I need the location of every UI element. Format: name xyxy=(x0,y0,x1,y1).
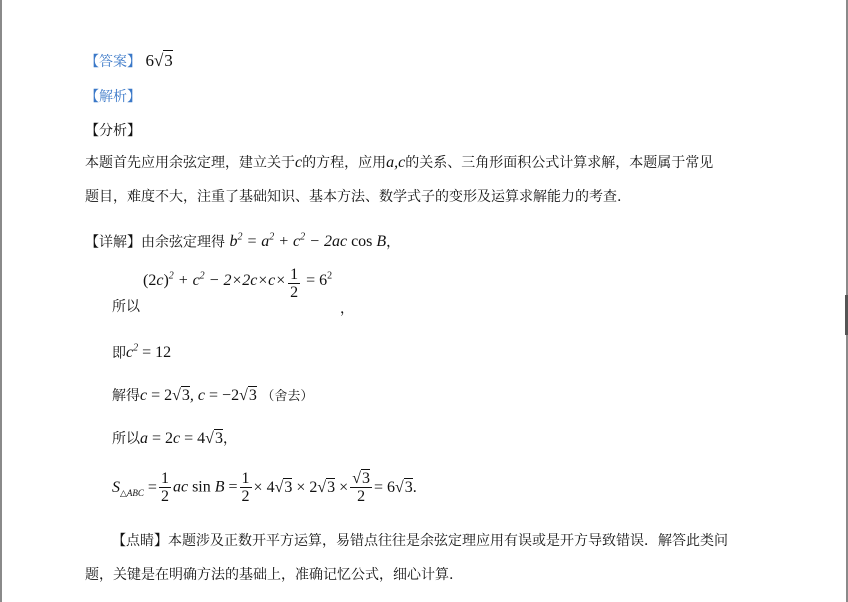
step4-suffix: ， xyxy=(222,431,237,447)
analysis-label: 【解析】 xyxy=(85,89,141,105)
step4-prefix: 所以 xyxy=(112,431,140,447)
step1-prefix: 所以 xyxy=(112,299,140,315)
dianjing-label: 【点睛】 xyxy=(112,533,168,549)
fenxi-text-a: 本题首先应用余弦定理，建立关于 xyxy=(85,155,295,171)
dianjing-line-2: 题，关键是在明确方法的基础上，准确记忆公式，细心计算. xyxy=(85,567,454,583)
step3-prefix: 解得 xyxy=(112,388,140,404)
step3-note: （舍去） xyxy=(261,389,314,404)
fenxi-var-ac: a,c xyxy=(386,154,406,171)
fenxi-text-c: 的关系、三角形面积公式计算求解，本题属于常见 xyxy=(405,155,714,171)
step4-line: 所以a = 2c = 4√3， xyxy=(112,430,237,447)
fenxi-var-c: c xyxy=(295,154,303,171)
step3-line: 解得c = 2√3, c = −2√3 （舍去） xyxy=(112,387,314,404)
step1-suffix: ， xyxy=(340,301,354,317)
fenxi-text-b: 的方程，应用 xyxy=(302,155,387,171)
detail-intro: 由余弦定理得 xyxy=(141,234,225,251)
detail-line xyxy=(85,229,400,251)
fenxi-label: 【分析】 xyxy=(85,123,141,139)
detail-comma: ， xyxy=(386,234,401,251)
dianjing-text-1: 本题涉及正数开平方运算，易错点往往是余弦定理应用有误或是开方导致错误．解答此类问 xyxy=(168,533,728,549)
dianjing-line-1 xyxy=(112,532,728,550)
cosine-law-formula: $b^2 = a^2 + c^2 - 2ac$ cos B xyxy=(229,232,387,251)
step2-prefix: 即 xyxy=(112,345,126,362)
answer-line xyxy=(85,52,173,71)
fenxi-line-1 xyxy=(85,154,713,172)
page-left-border xyxy=(0,0,2,602)
detail-label: 【详解】 xyxy=(85,234,141,251)
answer-label: 【答案】 xyxy=(85,54,141,70)
step2-line: 即$c^2 = 12$ xyxy=(112,343,172,362)
fenxi-line-2: 题目，难度不大，注重了基础知识、基本方法、数学式子的变形及运算求解能力的考查. xyxy=(85,189,622,205)
step1-formula: $(2c)^2 + c^2 - 2\times 2c\times c\times$ $\frac{1}{2}$ = $6^2$ xyxy=(143,266,333,301)
area-formula: $S_{\triangle ABC}$ = $\frac{1}{2}$ ac sin B = $\frac{1}{2}$ × 4√3 × 2√3 × $\frac{√3}{2}$ = 6√3. xyxy=(112,470,417,505)
answer-value: 6√3 xyxy=(145,51,173,70)
